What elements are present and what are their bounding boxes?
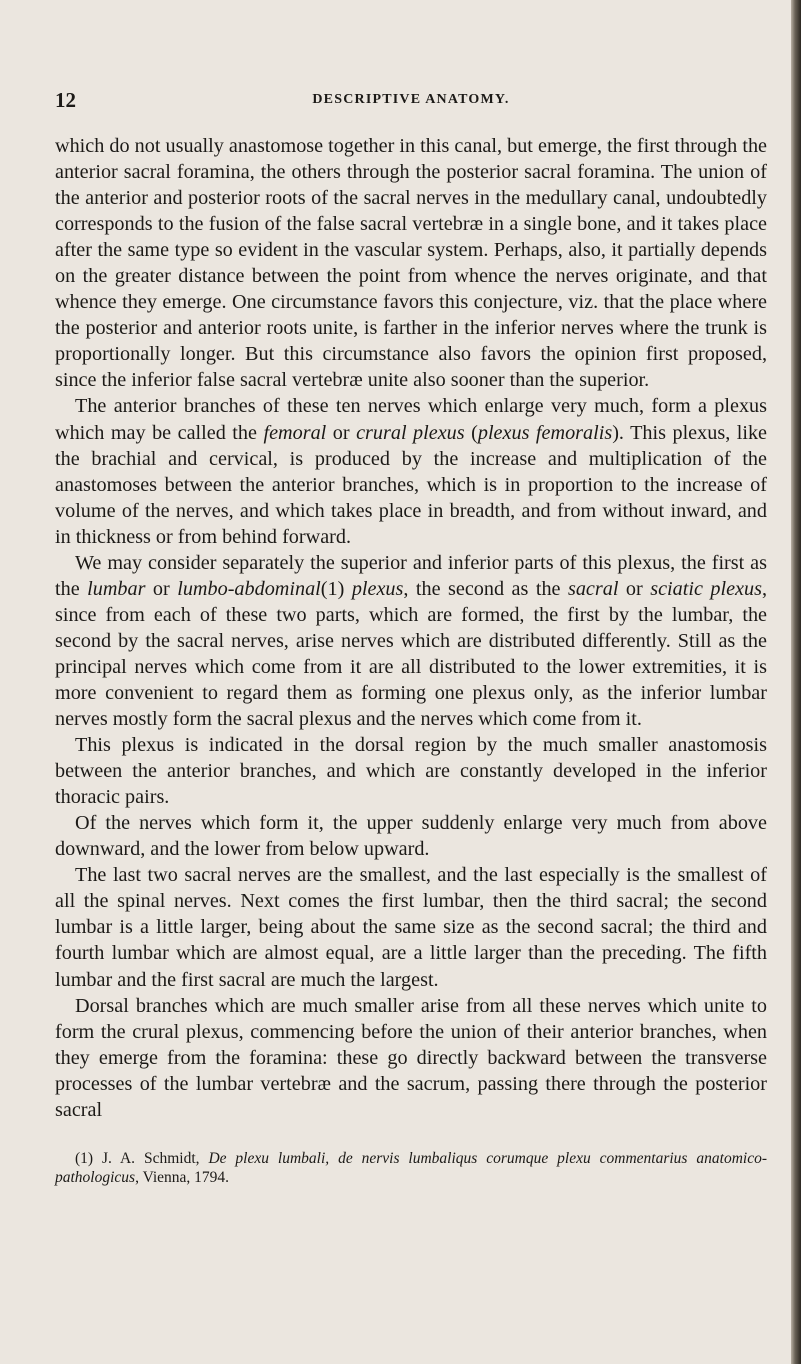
- italic-term: crural plexus: [356, 421, 465, 444]
- italic-term: lumbar: [87, 577, 146, 600]
- body-text: [55, 133, 767, 1123]
- paragraph-5: Of the nerves which form it, the upper suddenly enlarge very much from above downward, and the lower from below upward.: [55, 812, 767, 861]
- footnote-reference: (1): [320, 577, 352, 600]
- paragraph-7: Dorsal branches which are much smaller arise from all these nerves which unite to form the crural plexus, commencing before the union of their anterior branches, when they emerge from the foramina: these go directly backward between the transverse processes of the lumbar vertebræ and the sacrum, passing there through the posterior sacral: [55, 994, 767, 1121]
- text-run: The anterior branches of these ten nerves which enlarge very much, form a plexus which may be called the: [55, 395, 767, 444]
- italic-term: plexus femoralis: [477, 421, 613, 444]
- text-run: or: [145, 577, 178, 600]
- italic-term: sciatic plexus: [650, 577, 762, 600]
- footnote-text: (1) J. A. Schmidt,: [75, 1149, 209, 1167]
- paragraph-2: [55, 393, 767, 549]
- footnote-title: De plexu lumbali, de nervis lumbaliqus corumque plexu commentarius anatomico-pathologicus: [55, 1149, 767, 1186]
- text-run: or: [326, 421, 357, 444]
- italic-term: lumbo-abdominal: [177, 577, 321, 600]
- italic-term: femoral: [263, 421, 327, 444]
- text-run: , the second as the: [403, 577, 568, 600]
- running-head: DESCRIPTIVE ANATOMY.: [312, 92, 510, 107]
- text-run: (: [464, 421, 478, 444]
- page-edge-shadow: [791, 0, 801, 1364]
- text-run: We may consider separately the superior and inferior parts of this plexus, the first as the: [55, 551, 767, 600]
- paragraph-1: which do not usually anastomose together in this canal, but emerge, the first through the anterior sacral foramina, the others through the posterior sacral foramina. The union of the anterior and posterior roots of the sacral nerves in the medullary canal, undoubtedly corresponds to the fusion of the false sacral vertebræ in a single bone, and it takes place after the same type so evident in the vascular system. Perhaps, also, it partially depends on the greater distance between the point from whence the nerves originate, and that whence they emerge. One circumstance favors this conjecture, viz. that the place where the posterior and anterior roots unite, is farther in the inferior nerves where the trunk is proportionally longer. But this circumstance also favors the opinion first proposed, since the inferior false sacral vertebræ unite also sooner than the superior.: [55, 135, 767, 392]
- italic-term: sacral: [567, 577, 619, 600]
- italic-term: plexus: [351, 577, 404, 600]
- paragraph-4: This plexus is indicated in the dorsal region by the much smaller anastomosis between the anterior branches, and which are constantly developed in the inferior thoracic pairs.: [55, 734, 767, 809]
- footnote: [55, 1149, 767, 1187]
- paragraph-6: The last two sacral nerves are the smallest, and the last especially is the smallest of all the spinal nerves. Next comes the first lumbar, then the third sacral; the second lumbar is a little larger, being about the same size as the second sacral; the third and fourth lumbar which are almost equal, are a little larger than the preceding. The fifth lumbar and the first sacral are much the largest.: [55, 864, 767, 991]
- text-run: ). This plexus, like the brachial and cervical, is produced by the increase and multiplication of the anastomoses between the anterior branches, which is in proportion to the increase of volume of the nerves, and which takes place in breadth, and from without inward, and in thickness or from behind forward.: [55, 421, 768, 548]
- text-run: , since from each of these two parts, which are formed, the first by the lumbar, the second by the sacral nerves, arise nerves which are distributed differently. Still as the principal nerves which come from it are all distributed to the lower extremities, it is more convenient to regard them as forming one plexus only, as the inferior lumbar nerves mostly form the sacral plexus and the nerves which come from it.: [55, 577, 768, 731]
- book-page: [55, 88, 767, 1187]
- paragraph-3: [55, 550, 767, 732]
- text-run: or: [618, 577, 651, 600]
- footnote-text: , Vienna, 1794.: [135, 1168, 230, 1186]
- page-number: 12: [55, 88, 76, 112]
- page-header: [55, 88, 767, 118]
